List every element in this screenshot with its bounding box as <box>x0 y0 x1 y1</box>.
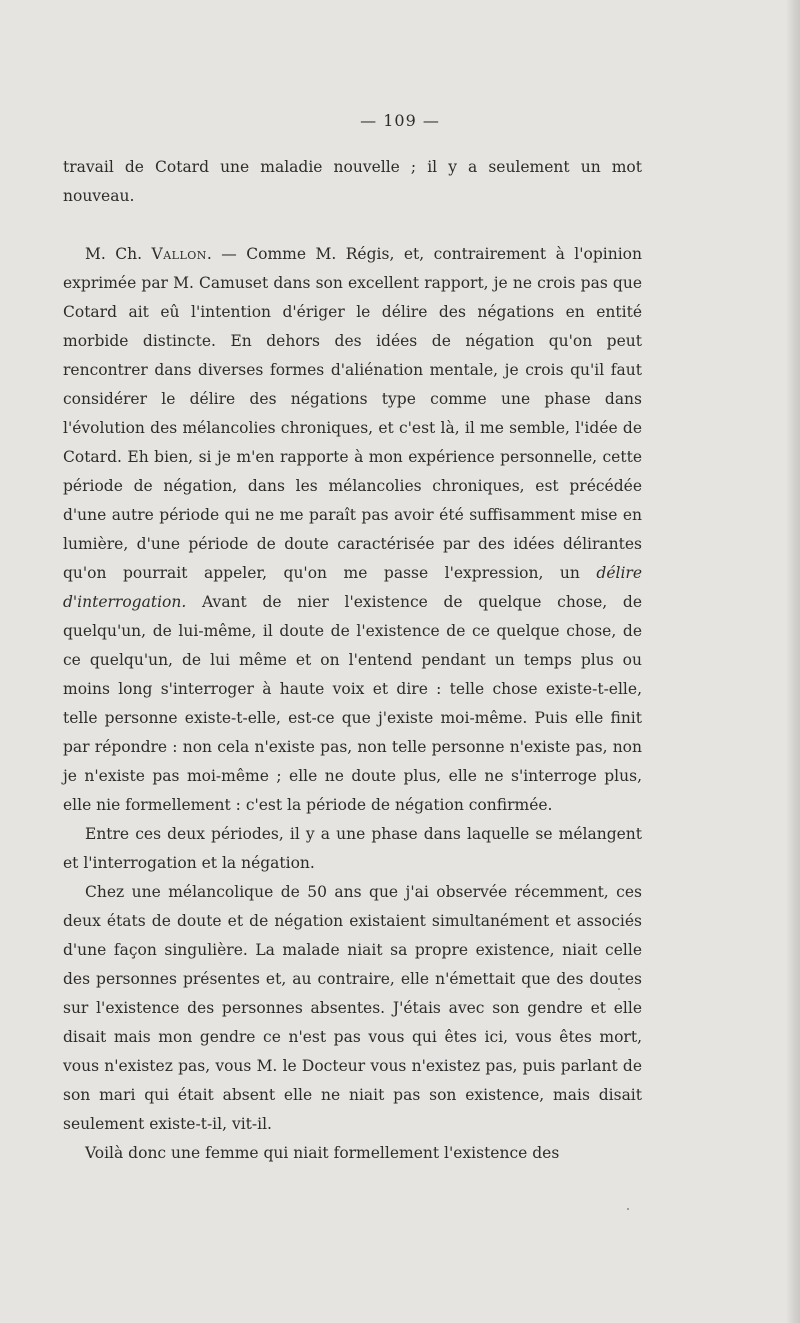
page-number: — 109 — <box>360 111 440 130</box>
page-edge-shadow <box>786 0 800 1323</box>
paragraph-2-text-start: . — Comme M. Régis, et, contrairement à l'opinion exprimée par M. Camuset dans son excellent rapport, je ne crois pas que Cotard ait eû l'intention d'ériger le délire des négations en entité morbide distincte. En dehors des idées de négation qu'on peut rencontrer dans diverses formes d'aliénation mentale, je crois qu'il faut considérer le délire des négations type comme une phase dans l'évolution des mélancolies chroniques, et c'est là, il me semble, l'idée de Cotard. Eh bien, si je m'en rapporte à mon expérience personnelle, cette période de négation, dans les mélancolies chroniques, est précédée d'une autre période qui ne me paraît pas avoir été suffisamment mise en lumière, d'une période de doute caractérisée par des idées délirantes qu'on pourrait appeler, qu'on me passe l'expression, un <box>63 245 642 582</box>
body-text <box>63 153 642 1168</box>
paragraph-5: Voilà donc une femme qui niait formellement l'existence des <box>85 1144 560 1162</box>
speaker-name: Vallon <box>151 245 207 263</box>
paragraph-2-emphasis: délire d'interrogation. <box>63 564 642 611</box>
paragraph-3: Entre ces deux périodes, il y a une phase dans laquelle se mélangent et l'interrogation et la négation. <box>63 825 642 872</box>
paragraph-1: travail de Cotard une maladie nouvelle ; il y a seulement un mot nouveau. <box>63 158 642 205</box>
paragraph-2-text-end: Avant de nier l'existence de quelque chose, de quelqu'un, de lui-même, il doute de l'existence de ce quelque chose, de ce quelqu'un, de lui même et on l'entend pendant un temps plus ou moins long s'interroger à haute voix et dire : telle chose existe-t-elle, telle personne existe-t-elle, est-ce que j'existe moi-même. Puis elle finit par répondre : non cela n'existe pas, non telle personne n'existe pas, non je n'existe pas moi-même ; elle ne doute plus, elle ne s'interroge plus, elle nie formellement : c'est la période de négation confirmée. <box>63 593 642 814</box>
paragraph-4: Chez une mélancolique de 50 ans que j'ai observée récemment, ces deux états de doute et de négation existaient simultanément et associés d'une façon singulière. La malade niait sa propre existence, niait celle des personnes présentes et, au contraire, elle n'émettait que des doutes sur l'existence des personnes absentes. J'étais avec son gendre et elle disait mais mon gendre ce n'est pas vous qui êtes ici, vous êtes mort, vous n'existez pas, vous M. le Docteur vous n'existez pas, puis parlant de son mari qui était absent elle ne niait pas son existence, mais disait seulement existe-t-il, vit-il. <box>63 883 642 1133</box>
paper-speck <box>627 1208 629 1210</box>
paragraph-2 <box>63 240 642 820</box>
speaker-initials: M. Ch. <box>85 245 143 263</box>
